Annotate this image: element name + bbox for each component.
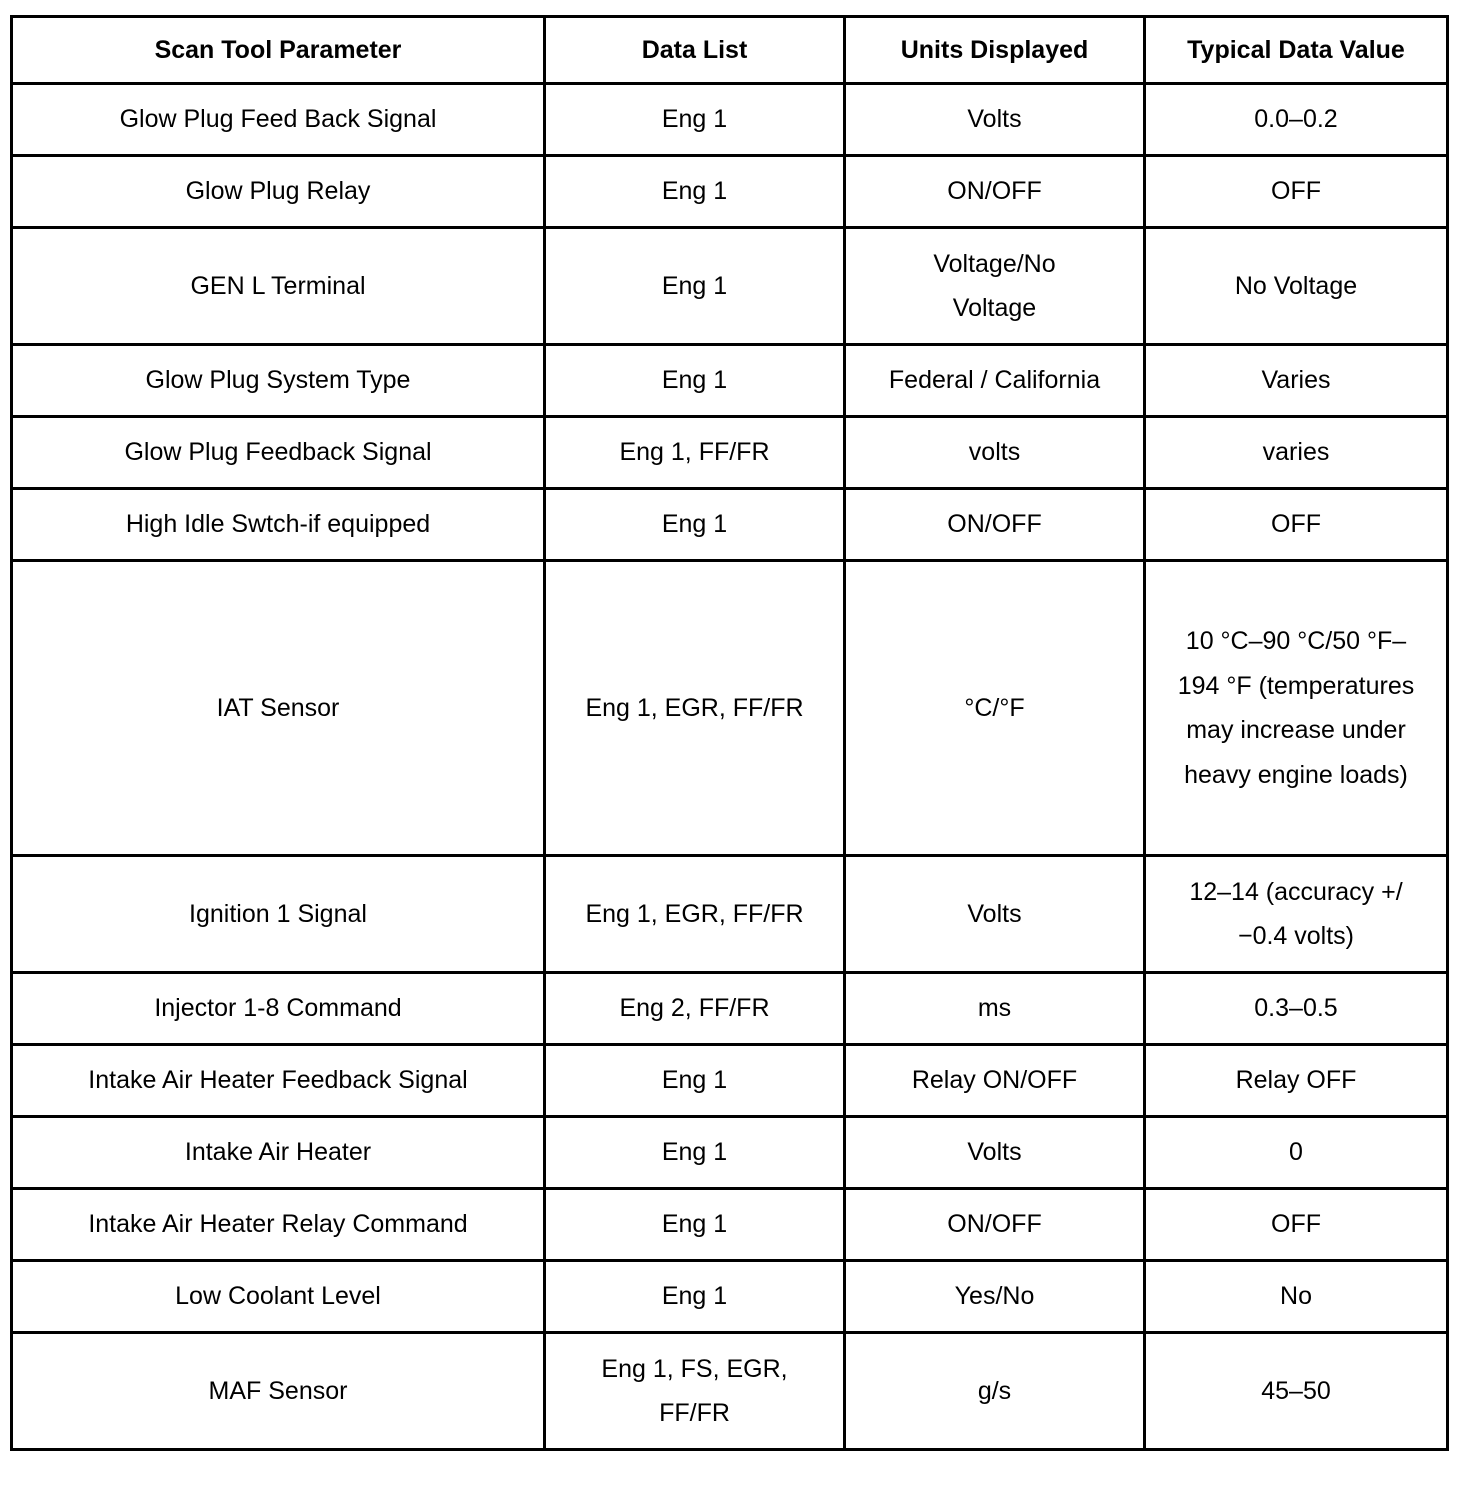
units-cell: Volts: [845, 1117, 1145, 1189]
data-list-cell: Eng 1, EGR, FF/FR: [545, 561, 845, 856]
table-row: [12, 417, 1448, 489]
table-row: [12, 489, 1448, 561]
data-list-cell: Eng 1: [545, 1045, 845, 1117]
typical-value-cell: No: [1145, 1261, 1448, 1333]
table-row: [12, 561, 1448, 856]
typical-value-cell: OFF: [1145, 156, 1448, 228]
parameter-cell: Low Coolant Level: [12, 1261, 545, 1333]
table-row: [12, 856, 1448, 973]
typical-value-cell: 0.0–0.2: [1145, 84, 1448, 156]
units-cell: °C/°F: [845, 561, 1145, 856]
typical-value-cell: 12–14 (accuracy +/−0.4 volts): [1145, 856, 1448, 973]
table-row: [12, 156, 1448, 228]
data-list-cell: Eng 1: [545, 1261, 845, 1333]
table-row: [12, 1261, 1448, 1333]
table-row: [12, 345, 1448, 417]
data-list-cell: Eng 1: [545, 156, 845, 228]
table-row: [12, 1045, 1448, 1117]
table-row: [12, 1333, 1448, 1450]
table-row: [12, 228, 1448, 345]
data-list-cell: Eng 1, FF/FR: [545, 417, 845, 489]
parameter-cell: MAF Sensor: [12, 1333, 545, 1450]
data-list-cell: Eng 1: [545, 1189, 845, 1261]
units-cell: ms: [845, 973, 1145, 1045]
units-cell: Relay ON/OFF: [845, 1045, 1145, 1117]
units-cell: Federal / California: [845, 345, 1145, 417]
data-list-cell: Eng 1: [545, 1117, 845, 1189]
typical-value-cell: No Voltage: [1145, 228, 1448, 345]
parameter-cell: Glow Plug System Type: [12, 345, 545, 417]
header-data-list: Data List: [545, 17, 845, 84]
parameter-cell: Glow Plug Relay: [12, 156, 545, 228]
parameter-cell: Glow Plug Feedback Signal: [12, 417, 545, 489]
parameter-cell: Intake Air Heater Relay Command: [12, 1189, 545, 1261]
table-row: [12, 1189, 1448, 1261]
parameter-cell: Intake Air Heater: [12, 1117, 545, 1189]
typical-value-cell: varies: [1145, 417, 1448, 489]
units-cell: Volts: [845, 84, 1145, 156]
typical-value-cell: Varies: [1145, 345, 1448, 417]
units-cell: volts: [845, 417, 1145, 489]
parameter-cell: IAT Sensor: [12, 561, 545, 856]
units-cell: ON/OFF: [845, 1189, 1145, 1261]
typical-value-cell: OFF: [1145, 489, 1448, 561]
parameter-cell: High Idle Swtch-if equipped: [12, 489, 545, 561]
parameter-cell: GEN L Terminal: [12, 228, 545, 345]
header-scan-tool-parameter: Scan Tool Parameter: [12, 17, 545, 84]
table-row: [12, 973, 1448, 1045]
parameter-cell: Glow Plug Feed Back Signal: [12, 84, 545, 156]
data-list-cell: Eng 1: [545, 489, 845, 561]
data-list-cell: Eng 1, FS, EGR, FF/FR: [545, 1333, 845, 1450]
units-cell: g/s: [845, 1333, 1145, 1450]
data-list-cell: Eng 1: [545, 228, 845, 345]
data-list-cell: Eng 1, EGR, FF/FR: [545, 856, 845, 973]
units-cell: ON/OFF: [845, 156, 1145, 228]
header-typical-data-value: Typical Data Value: [1145, 17, 1448, 84]
scan-tool-data-table: [10, 15, 1449, 1451]
typical-value-cell: 10 °C–90 °C/50 °F–194 °F (temperatures may increase under heavy engine loads): [1145, 561, 1448, 856]
units-cell: Voltage/No Voltage: [845, 228, 1145, 345]
header-row: [12, 17, 1448, 84]
header-units-displayed: Units Displayed: [845, 17, 1145, 84]
typical-value-cell: Relay OFF: [1145, 1045, 1448, 1117]
typical-value-cell: 0.3–0.5: [1145, 973, 1448, 1045]
typical-value-cell: 0: [1145, 1117, 1448, 1189]
units-cell: Volts: [845, 856, 1145, 973]
data-list-cell: Eng 2, FF/FR: [545, 973, 845, 1045]
parameter-cell: Ignition 1 Signal: [12, 856, 545, 973]
units-cell: ON/OFF: [845, 489, 1145, 561]
typical-value-cell: 45–50: [1145, 1333, 1448, 1450]
typical-value-cell: OFF: [1145, 1189, 1448, 1261]
units-cell: Yes/No: [845, 1261, 1145, 1333]
table-row: [12, 84, 1448, 156]
parameter-cell: Intake Air Heater Feedback Signal: [12, 1045, 545, 1117]
table-row: [12, 1117, 1448, 1189]
parameter-cell: Injector 1-8 Command: [12, 973, 545, 1045]
data-list-cell: Eng 1: [545, 345, 845, 417]
data-list-cell: Eng 1: [545, 84, 845, 156]
